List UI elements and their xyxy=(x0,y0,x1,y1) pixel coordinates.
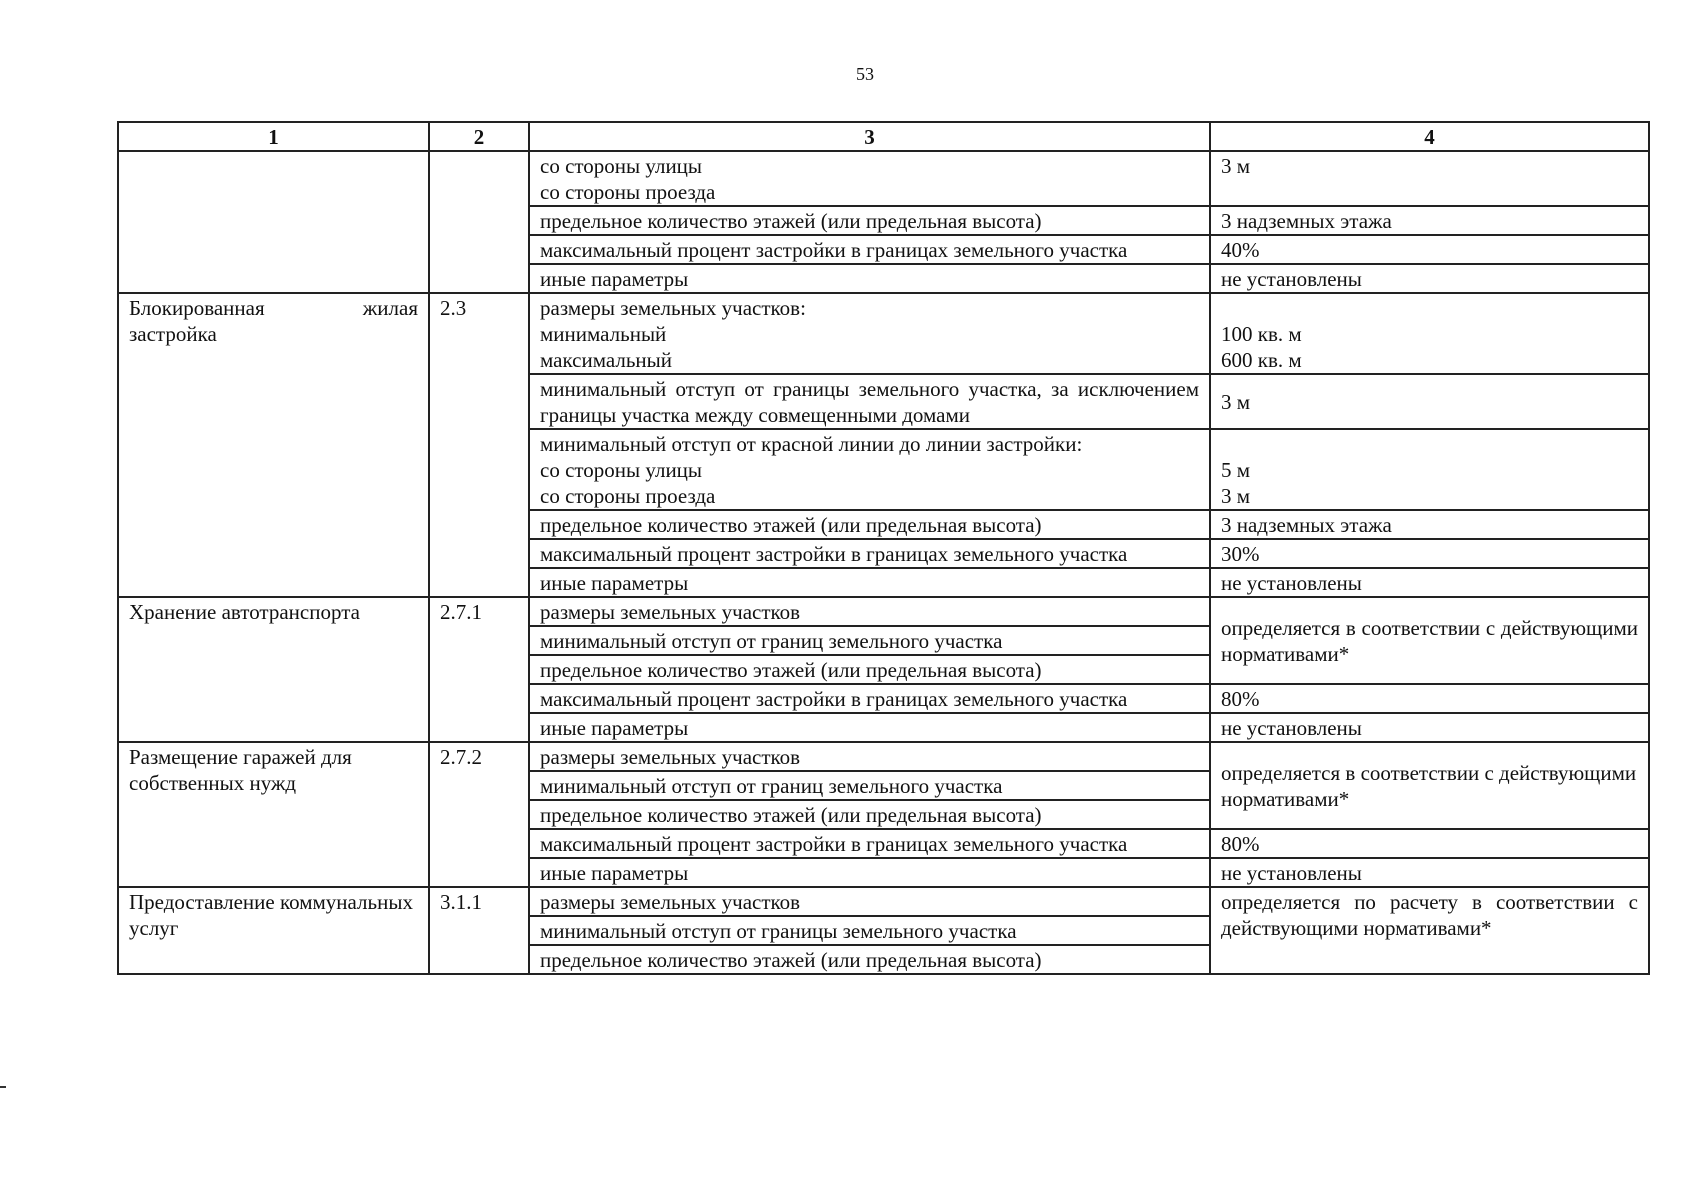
code-cell: 2.7.2 xyxy=(429,742,529,887)
value-cell: 3 надземных этажа xyxy=(1210,510,1649,539)
header-col-1: 1 xyxy=(118,122,429,151)
parameter-line: минимальный отступ от красной линии до линии застройки: xyxy=(540,432,1083,456)
code-cell: 3.1.1 xyxy=(429,887,529,974)
parameter-cell: минимальный отступ от границ земельного участка xyxy=(529,771,1210,800)
use-type-word: застройка xyxy=(129,322,217,346)
parameter-cell: предельное количество этажей (или предельная высота) xyxy=(529,800,1210,829)
code-cell: 2.7.1 xyxy=(429,597,529,742)
value-cell: 80% xyxy=(1210,684,1649,713)
parameter-line: со стороны проезда xyxy=(540,180,716,204)
parameter-line: максимальный xyxy=(540,348,672,372)
value-cell: 3 м xyxy=(1210,151,1649,206)
use-type-cell xyxy=(118,293,429,597)
use-type-cell: Хранение автотранспорта xyxy=(118,597,429,742)
parameter-cell: предельное количество этажей (или предельная высота) xyxy=(529,510,1210,539)
value-cell: 80% xyxy=(1210,829,1649,858)
value-line: 3 м xyxy=(1221,484,1251,508)
parameter-cell: минимальный отступ от границ земельного участка xyxy=(529,626,1210,655)
parameter-cell: размеры земельных участков xyxy=(529,887,1210,916)
parameter-cell: минимальный отступ от границы земельного участка xyxy=(529,916,1210,945)
use-type-cell xyxy=(118,151,429,293)
code-cell xyxy=(429,151,529,293)
value-cell: 30% xyxy=(1210,539,1649,568)
value-cell: определяется в соответствии с действующими нормативами* xyxy=(1210,742,1649,829)
parameter-cell: минимальный отступ от границы земельного участка, за исключением границы участка между совмещенными домами xyxy=(529,374,1210,429)
header-col-2: 2 xyxy=(429,122,529,151)
use-type-word: жилая xyxy=(362,296,418,320)
value-line: 600 кв. м xyxy=(1221,348,1302,372)
parameter-cell: максимальный процент застройки в границах земельного участка xyxy=(529,235,1210,264)
page-number: 53 xyxy=(856,64,874,84)
parameter-line: со стороны проезда xyxy=(540,484,716,508)
parameter-line: минимальный xyxy=(540,322,667,346)
parameter-cell: предельное количество этажей (или предельная высота) xyxy=(529,206,1210,235)
parameter-cell: предельное количество этажей (или предельная высота) xyxy=(529,945,1210,974)
parameter-cell: максимальный процент застройки в границах земельного участка xyxy=(529,829,1210,858)
parameter-cell xyxy=(529,293,1210,374)
value-cell: не установлены xyxy=(1210,568,1649,597)
parameter-cell: предельное количество этажей (или предельная высота) xyxy=(529,655,1210,684)
use-type-cell: Предоставление коммунальных услуг xyxy=(118,887,429,974)
header-col-3: 3 xyxy=(529,122,1210,151)
parameter-cell: максимальный процент застройки в границах земельного участка xyxy=(529,684,1210,713)
table-row xyxy=(118,151,1649,206)
parameter-cell: размеры земельных участков xyxy=(529,597,1210,626)
scan-margin-mark xyxy=(0,1086,6,1088)
parameter-line: со стороны улицы xyxy=(540,458,703,482)
value-cell: определяется в соответствии с действующими нормативами* xyxy=(1210,597,1649,684)
table-row xyxy=(118,597,1649,626)
value-cell: не установлены xyxy=(1210,858,1649,887)
use-type-cell: Размещение гаражей для собственных нужд xyxy=(118,742,429,887)
parameter-cell xyxy=(529,429,1210,510)
value-cell xyxy=(1210,429,1649,510)
table-row xyxy=(118,293,1649,374)
value-line: 100 кв. м xyxy=(1221,322,1302,346)
parameter-line: размеры земельных участков: xyxy=(540,296,806,320)
value-cell: 40% xyxy=(1210,235,1649,264)
parameter-cell: иные параметры xyxy=(529,264,1210,293)
value-cell xyxy=(1210,293,1649,374)
table-row xyxy=(118,887,1649,916)
zoning-parameters-table xyxy=(117,121,1650,975)
value-cell: 3 м xyxy=(1210,374,1649,429)
table-row xyxy=(118,742,1649,771)
value-cell: не установлены xyxy=(1210,264,1649,293)
parameter-cell: иные параметры xyxy=(529,713,1210,742)
parameter-cell: размеры земельных участков xyxy=(529,742,1210,771)
parameter-cell: иные параметры xyxy=(529,858,1210,887)
value-cell: определяется по расчету в соответствии с действующими нормативами* xyxy=(1210,887,1649,974)
table-header-row xyxy=(118,122,1649,151)
code-cell: 2.3 xyxy=(429,293,529,597)
use-type-word: Блокированная xyxy=(129,296,265,320)
parameter-cell: максимальный процент застройки в границах земельного участка xyxy=(529,539,1210,568)
header-col-4: 4 xyxy=(1210,122,1649,151)
parameter-line: со стороны улицы xyxy=(540,154,703,178)
parameter-cell xyxy=(529,151,1210,206)
value-line: 5 м xyxy=(1221,458,1251,482)
value-cell: не установлены xyxy=(1210,713,1649,742)
value-cell: 3 надземных этажа xyxy=(1210,206,1649,235)
parameter-cell: иные параметры xyxy=(529,568,1210,597)
